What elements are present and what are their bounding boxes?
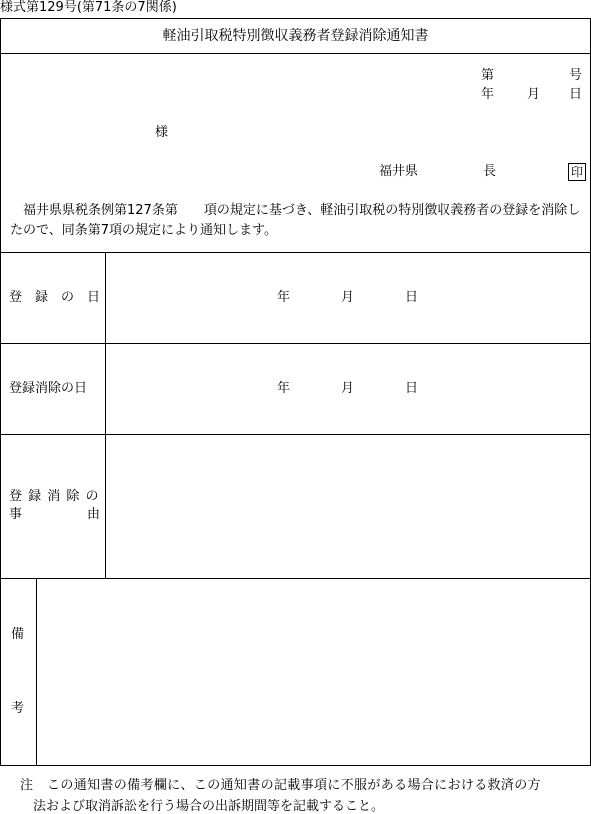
document-title: 軽油引取税特別徴収義務者登録消除通知書: [162, 28, 429, 44]
form-frame: [0, 18, 591, 766]
note-line2: 法および取消訴訟を行う場合の出訴期間等を記載すること。: [33, 799, 385, 814]
issue-day: 日: [569, 87, 583, 102]
issuer-prefecture: 福井県: [379, 164, 419, 179]
remarks-label-b: 考: [11, 701, 25, 716]
row-divider-3: [0, 578, 591, 579]
addressee-suffix: 様: [155, 125, 169, 140]
issue-month: 月: [527, 87, 541, 102]
removal-year: 年: [277, 381, 291, 396]
reason-label-line2-a: 事: [9, 507, 23, 522]
reason-label-line2-b: 由: [87, 507, 101, 522]
note-line1: この通知書の備考欄に、この通知書の記載事項に不服がある場合における救済の方: [47, 778, 541, 793]
removal-day: 日: [405, 381, 419, 396]
removal-month: 月: [341, 381, 355, 396]
form-number: 様式第129号(第71条の7関係): [0, 0, 177, 15]
remarks-column-divider: [36, 578, 37, 766]
seal-mark: 印: [568, 163, 586, 181]
registration-month: 月: [341, 290, 355, 305]
registration-date-label: 登 録 の 日: [9, 290, 101, 305]
title-divider: [0, 53, 591, 54]
issuer-title: 長: [483, 164, 497, 179]
row-divider-2: [0, 434, 591, 435]
header-divider: [0, 252, 591, 253]
remarks-label-a: 備: [11, 627, 25, 642]
registration-year: 年: [277, 290, 291, 305]
notice-body-text: 福井県県税条例第127条第 項の規定に基づき、軽油引取税の特別徴収義務者の登録を消除したので、同条第7項の規定により通知します。: [10, 203, 581, 238]
number-prefix: 第: [481, 68, 495, 83]
note-marker: 注: [20, 778, 34, 793]
number-suffix: 号: [569, 68, 583, 83]
issue-year: 年: [481, 87, 495, 102]
reason-label-line1: 登 録 消 除 の: [9, 489, 100, 504]
registration-day: 日: [405, 290, 419, 305]
removal-date-label: 登録消除の日: [9, 381, 88, 396]
row-divider-1: [0, 343, 591, 344]
label-column-divider: [105, 252, 106, 578]
